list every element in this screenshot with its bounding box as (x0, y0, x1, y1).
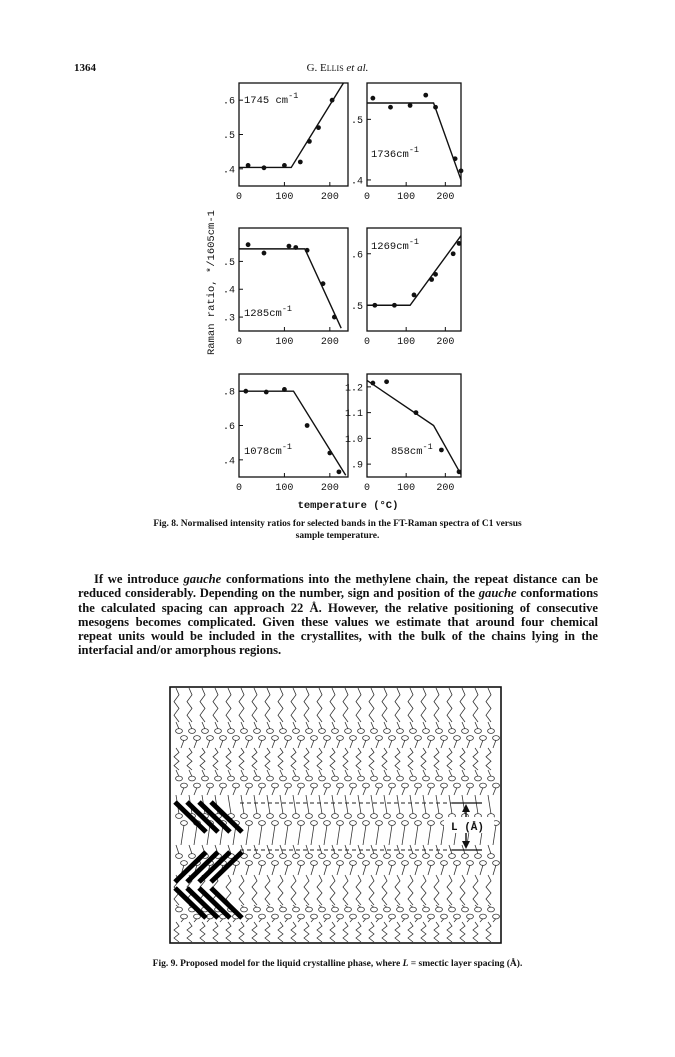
figure-9-caption (80, 958, 595, 970)
x-tick-label: 0 (235, 337, 243, 348)
y-tick-label: .4 (222, 165, 235, 177)
x-tick-label: 100 (397, 192, 416, 203)
layer-spacing-label: L (Å) (451, 822, 485, 834)
y-tick-label: .5 (222, 257, 235, 269)
x-tick-label: 200 (436, 337, 455, 348)
figure-9-caption-a: Fig. 9. Proposed model for the liquid crystalline phase, where (152, 959, 403, 969)
y-tick-label: .9 (350, 460, 363, 472)
body-text-c: conformations into the methylene chain, the repeat distance can be reduced considerably. Depending on the number, sign and position of the (78, 572, 598, 601)
y-tick-label: .4 (222, 456, 235, 468)
y-tick-label: .4 (222, 285, 235, 297)
x-tick-label: 0 (235, 192, 243, 203)
x-tick-label: 100 (397, 483, 416, 494)
y-axis-label: Raman ratio, */1605cm-1 (206, 210, 218, 355)
x-tick-label: 0 (235, 483, 243, 494)
x-tick-label: 0 (363, 483, 371, 494)
panel-title: 1745 $cm^{-1}$ (244, 91, 299, 107)
x-tick-label: 0 (363, 192, 371, 203)
body-text-e: conformations the calculated spacing can approach 22 Å. However, the relative positioning of consecutive mesogens becomes complicated. Given these values we estimate that around four chemical repeat units would be included in the crystallites, with the bulk of the chains lying in the interfacial and/or amorphous regions. (78, 586, 598, 658)
figure-8-caption-line2: sample temperature. (295, 531, 380, 541)
y-tick-label: .6 (222, 422, 235, 433)
panel-title: $1078cm^{-1}$ (244, 442, 293, 458)
panel-title: $1285cm^{-1}$ (244, 304, 293, 320)
y-tick-label: .8 (222, 387, 235, 399)
panel-title: $858cm^{-1}$ (391, 442, 433, 458)
x-tick-label: 200 (320, 192, 339, 203)
y-tick-label: .5 (350, 301, 363, 313)
x-tick-label: 200 (436, 192, 455, 203)
y-tick-label: .6 (350, 250, 363, 262)
x-tick-label: 100 (275, 337, 294, 348)
x-tick-label: 200 (320, 483, 339, 494)
y-tick-label: .3 (222, 313, 235, 325)
body-text-gauche-1: gauche (183, 572, 222, 586)
x-tick-label: 200 (320, 337, 339, 348)
figure-9-caption-c: = smectic layer spacing (Å). (408, 959, 523, 969)
x-tick-label: 100 (275, 483, 294, 494)
y-tick-label: .6 (222, 96, 235, 108)
panel-title: $1736cm^{-1}$ (371, 145, 420, 161)
y-tick-label: 1.1 (344, 409, 363, 421)
x-axis-label: temperature (°C) (297, 500, 399, 512)
panel-title: $1269cm^{-1}$ (371, 237, 420, 253)
y-tick-label: 1.2 (344, 383, 363, 395)
author-first: G. E (306, 62, 327, 74)
author-etal: et al. (346, 62, 369, 74)
x-tick-label: 0 (363, 337, 371, 348)
x-tick-label: 100 (275, 192, 294, 203)
x-tick-label: 200 (436, 483, 455, 494)
x-tick-label: 100 (397, 337, 416, 348)
body-text-gauche-2: gauche (478, 586, 517, 601)
y-tick-label: .5 (222, 131, 235, 142)
y-tick-label: 1.0 (344, 434, 363, 446)
y-tick-label: .4 (350, 176, 363, 188)
figure-9-caption-L: L (402, 959, 409, 969)
body-text-a: If we introduce (94, 572, 184, 586)
author-rest: llis (326, 62, 344, 74)
figure-8-caption-line1: Fig. 8. Normalised intensity ratios for selected bands in the FT-Raman spectra of C1 versus (153, 519, 522, 529)
y-tick-label: .5 (350, 115, 363, 127)
page-number: 1364 (74, 62, 96, 74)
